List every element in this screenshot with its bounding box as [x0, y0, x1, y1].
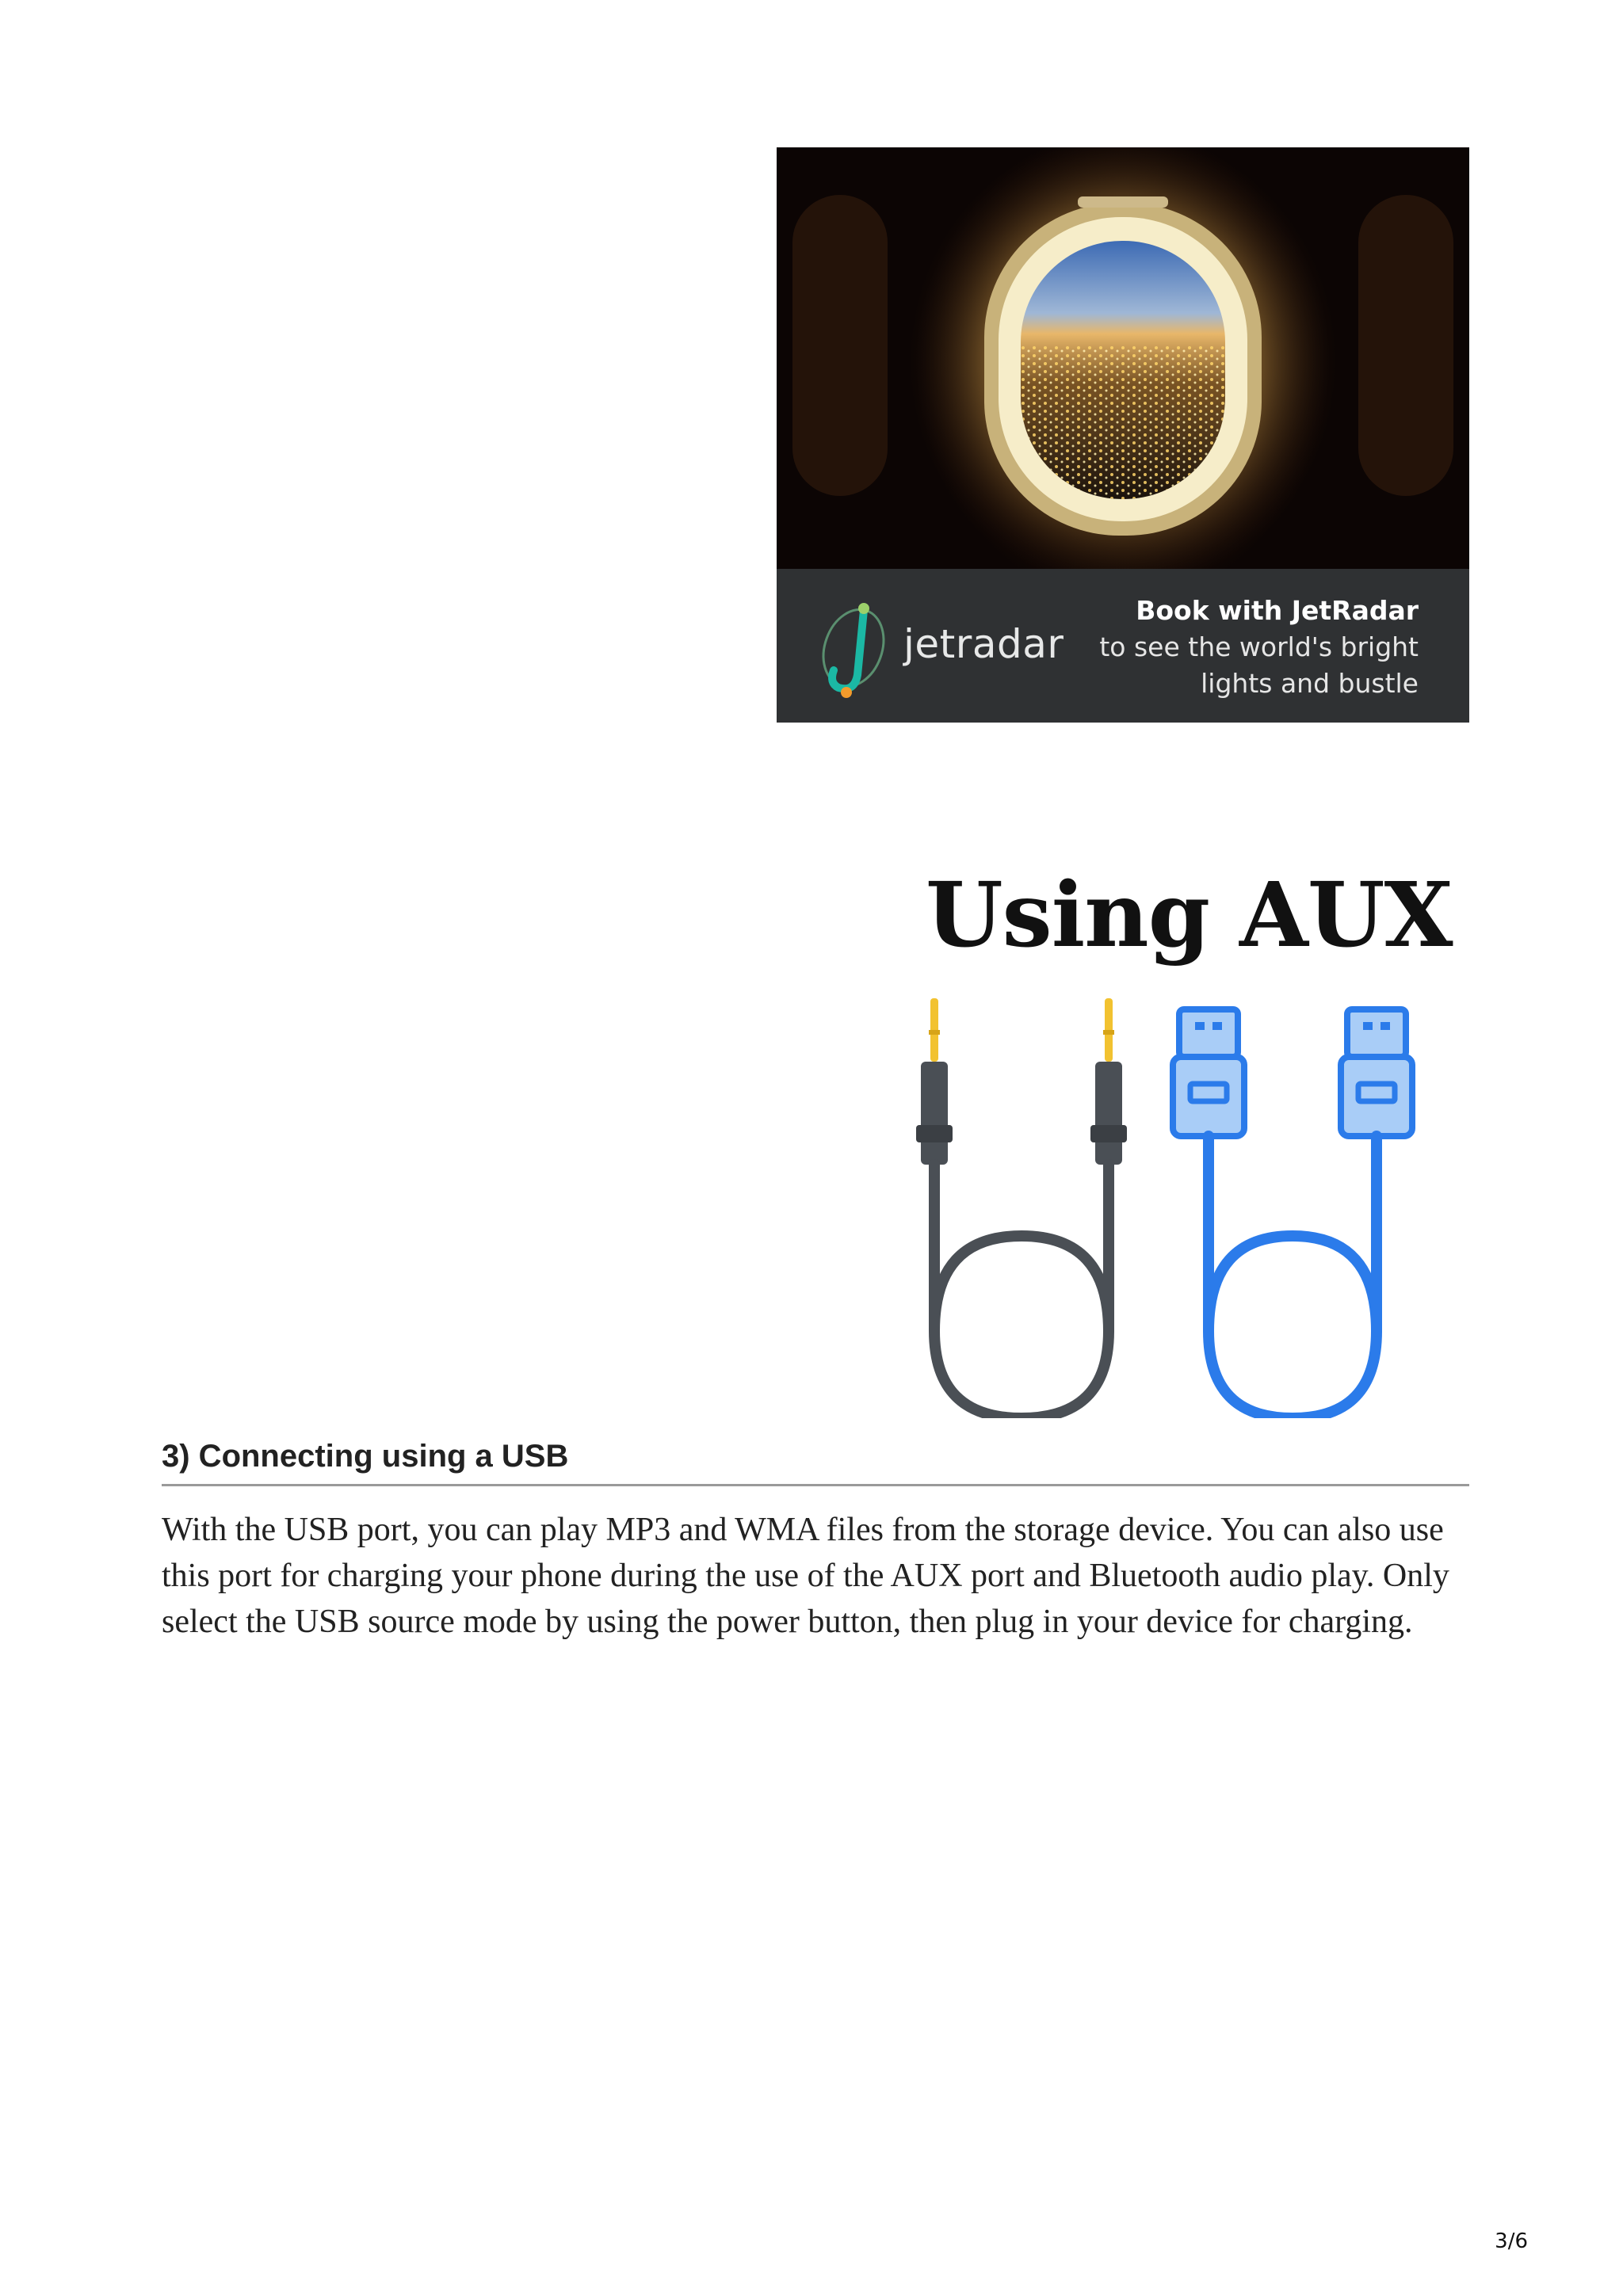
jetradar-wordmark: jetradar [903, 621, 1064, 667]
jetradar-ad-banner[interactable] [777, 147, 1469, 723]
airplane-window-photo [777, 147, 1469, 569]
using-aux-illustration [880, 816, 1458, 1418]
section-heading: 3) Connecting using a USB [162, 1439, 1469, 1486]
usb-cable-icon [1173, 1009, 1412, 1418]
section-body-paragraph: With the USB port, you can play MP3 and WMA files from the storage device. You can also use this port for charging your phone during the use of the AUX port and Bluetooth audio play. Only select the USB source mode by using the power button, then plug in your device for charging. [162, 1512, 1449, 1640]
ad-line-2: lights and bustle [1201, 668, 1419, 699]
ad-line-1: to see the world's bright [1099, 631, 1419, 662]
aux-cable-icon [916, 998, 1127, 1418]
ad-headline: Book with JetRadar [1136, 595, 1419, 626]
page-number: 3/6 [1495, 2229, 1528, 2253]
ad-caption-bar [777, 569, 1469, 723]
jetradar-logo-icon [818, 599, 889, 702]
ad-copy [1099, 593, 1419, 702]
aux-image-title: Using AUX [926, 864, 1453, 967]
